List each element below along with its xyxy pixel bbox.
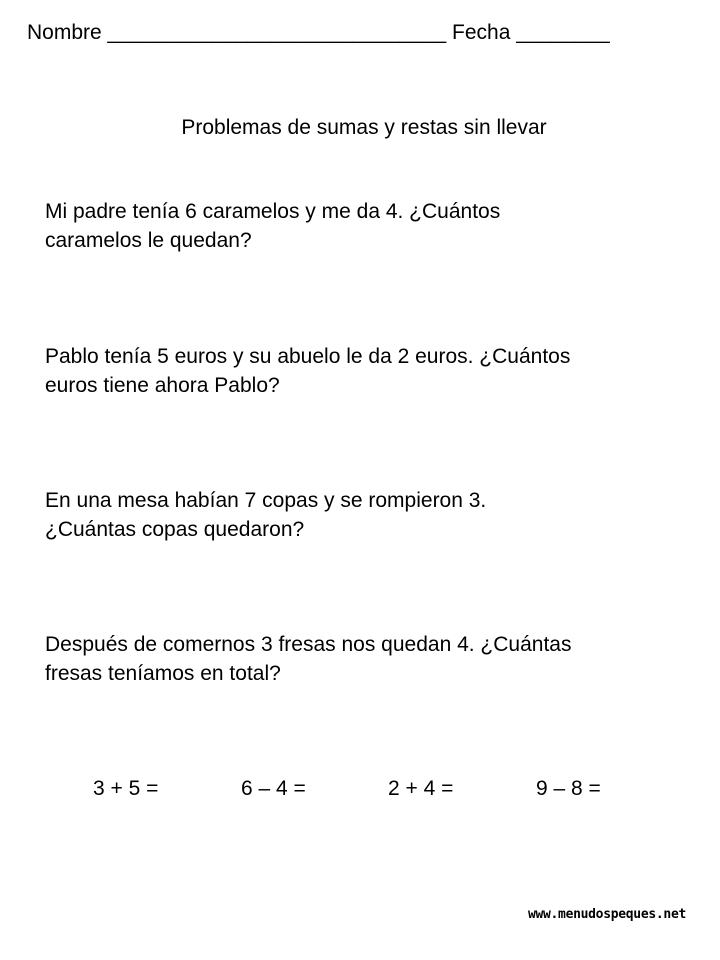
- problem-1-line-2: caramelos le quedan?: [45, 229, 252, 252]
- problem-1-line-1: Mi padre tenía 6 caramelos y me da 4. ¿Cuántos: [45, 200, 501, 223]
- worksheet-title: Problemas de sumas y restas sin llevar: [181, 116, 547, 139]
- problem-3-line-1: En una mesa habían 7 copas y se rompieron 3.: [45, 489, 487, 512]
- problem-4-line-2: fresas teníamos en total?: [45, 662, 281, 685]
- problem-4-line-1: Después de comernos 3 fresas nos quedan 4. ¿Cuántas: [45, 633, 572, 656]
- arithmetic-operations-row: [0, 774, 720, 804]
- operation-3: 2 + 4 =: [388, 777, 454, 800]
- website-footer: www.menudospeques.net: [527, 907, 686, 922]
- problem-2-line-2: euros tiene ahora Pablo?: [45, 374, 280, 397]
- problem-3-line-2: ¿Cuántas copas quedaron?: [45, 518, 305, 541]
- word-problem-4: [45, 630, 685, 688]
- problem-2-line-1: Pablo tenía 5 euros y su abuelo le da 2 euros. ¿Cuántos: [45, 345, 571, 368]
- word-problem-1: [45, 197, 685, 255]
- operation-1: 3 + 5 =: [93, 777, 159, 800]
- word-problem-3: [45, 486, 685, 544]
- operation-4: 9 – 8 =: [536, 777, 601, 800]
- name-date-header: Nombre _____________________________ Fecha ________: [27, 21, 610, 44]
- word-problem-2: [45, 342, 685, 400]
- operation-2: 6 – 4 =: [241, 777, 306, 800]
